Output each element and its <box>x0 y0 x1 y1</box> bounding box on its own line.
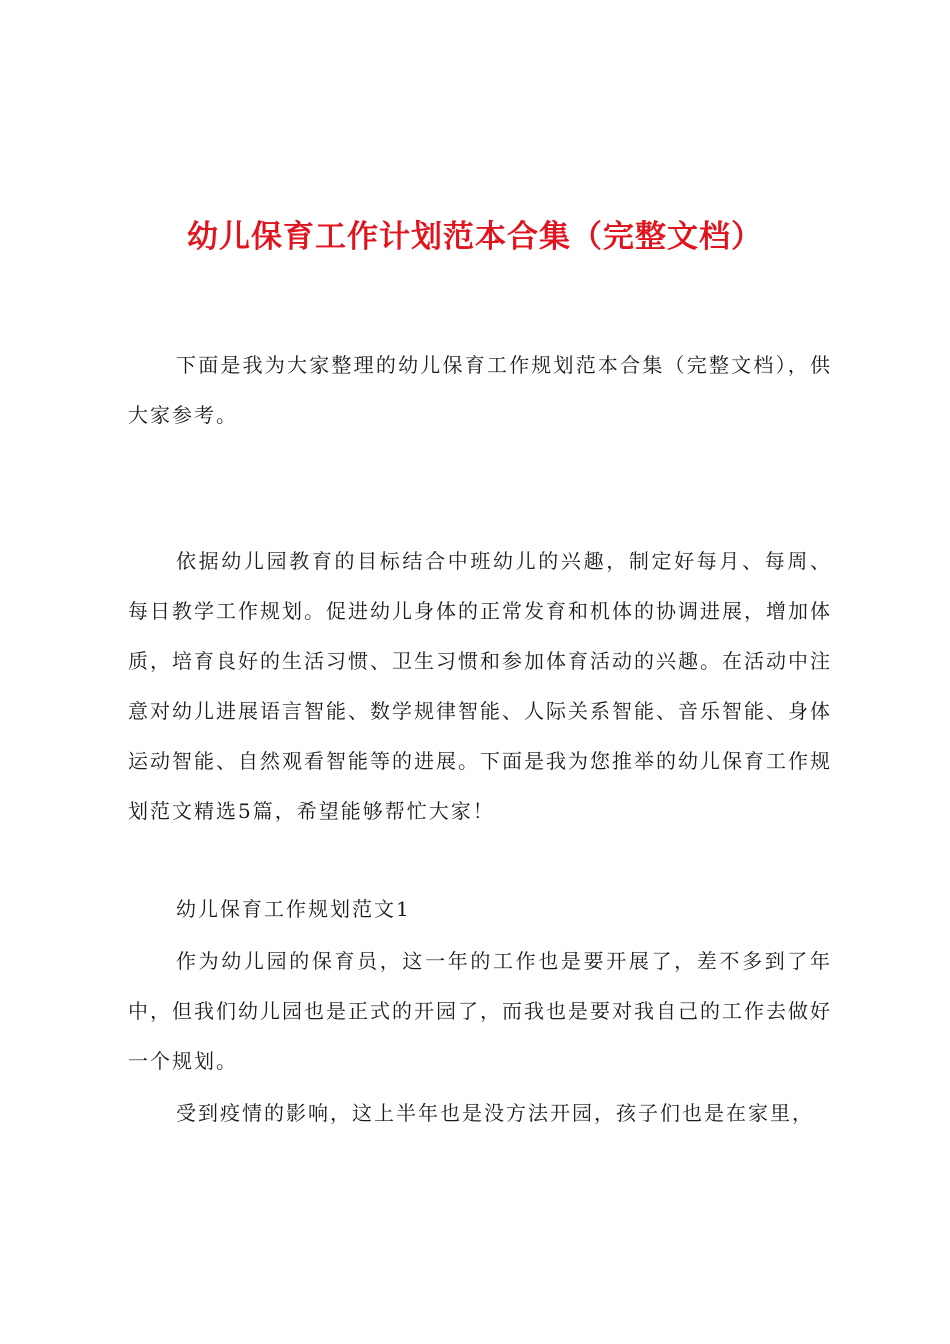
basis-paragraph: 依据幼儿园教育的目标结合中班幼儿的兴趣，制定好每月、每周、每日教学工作规划。促进幼儿身体的正常发育和机体的协调进展，增加体质，培育良好的生活习惯、卫生习惯和参加体育活动的兴趣。在活动中注意对幼儿进展语言智能、数学规律智能、人际关系智能、音乐智能、身体运动智能、自然观看智能等的进展。下面是我为您推举的幼儿保育工作规划范文精选5篇，希望能够帮忙大家！ <box>128 549 832 823</box>
section-paragraph-1: 作为幼儿园的保育员，这一年的工作也是要开展了，差不多到了年中，但我们幼儿园也是正式的开园了，而我也是要对我自己的工作去做好一个规划。 <box>128 949 832 1073</box>
document-title: 幼儿保育工作计划范本合集（完整文档） <box>187 219 763 255</box>
section-heading: 幼儿保育工作规划范文1 <box>176 897 411 921</box>
section-paragraph-2: 受到疫情的影响，这上半年也是没方法开园，孩子们也是在家里， <box>176 1101 814 1125</box>
intro-paragraph: 下面是我为大家整理的幼儿保育工作规划范本合集（完整文档），供大家参考。 <box>128 353 832 427</box>
